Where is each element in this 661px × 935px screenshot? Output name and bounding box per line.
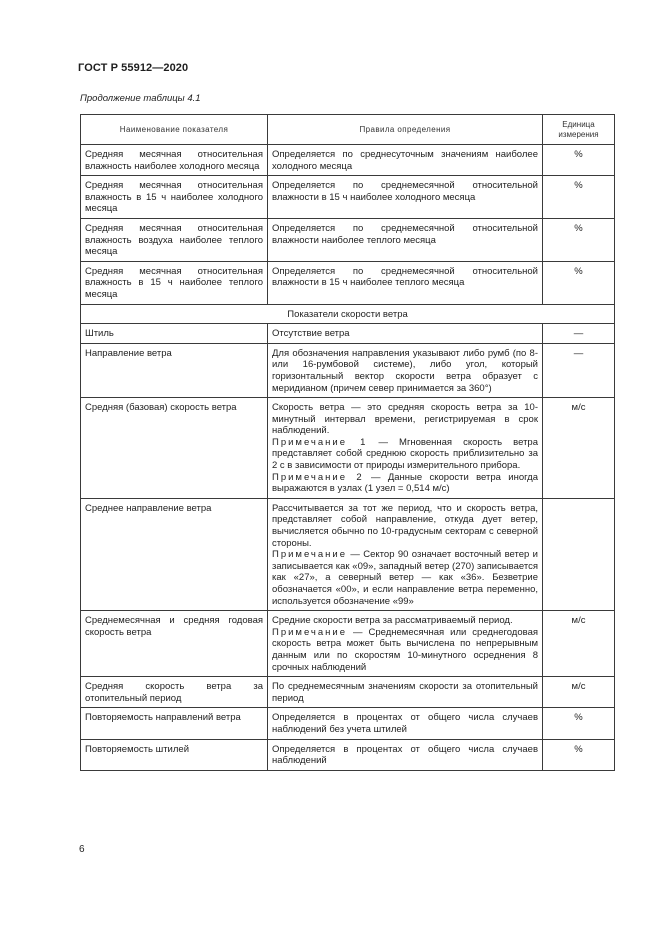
rule-text: Рассчитывается за тот же период, что и скорость ветра, представляет собой направление, откуда дует ветер, вычисляется обычно по 10-градусным секторам с северной стороны. xyxy=(272,502,538,549)
measurement-unit: % xyxy=(543,739,615,770)
determination-rule xyxy=(268,145,543,176)
note-label: Примечание xyxy=(272,626,347,638)
rule-text: Для обозначения направления указывают либо румб (по 8- или 16-румбовой системе), либо угол, который горизонтальный вектор скорости ветра образует с меридианом (причем север принимается за 360°) xyxy=(272,347,538,394)
determination-rule xyxy=(268,677,543,708)
table-row xyxy=(81,324,615,344)
page-number: 6 xyxy=(79,844,85,855)
table-row xyxy=(81,343,615,397)
table-row xyxy=(81,708,615,739)
rule-text: Определяется по среднемесячной относительной влажности в 15 ч наиболее теплого месяца xyxy=(272,265,538,289)
rule-text: Определяется по среднемесячной относительной влажности в 15 ч наиболее холодного месяца xyxy=(272,180,538,203)
determination-rule xyxy=(268,218,543,261)
table-row xyxy=(81,218,615,261)
section-title: Показатели скорости ветра xyxy=(81,304,615,324)
column-header-indicator: Наименование показателя xyxy=(81,115,268,145)
determination-rule xyxy=(268,498,543,610)
header-row xyxy=(81,115,615,145)
measurement-unit xyxy=(543,498,615,610)
determination-rule xyxy=(268,398,543,499)
indicator-name: Направление ветра xyxy=(81,343,268,397)
table-row xyxy=(81,176,615,219)
measurement-unit: % xyxy=(543,176,615,219)
column-header-unit: Единица измерения xyxy=(543,115,615,145)
measurement-unit: % xyxy=(543,708,615,739)
rule-text: Определяется по среднесуточным значениям наиболее холодного месяца xyxy=(272,149,538,172)
table-row xyxy=(81,739,615,770)
rule-text: Определяется в процентах от общего числа случаев наблюдений xyxy=(272,743,538,767)
rule-text: Скорость ветра — это средняя скорость ветра за 10-минутный интервал времени, регистрируемая в срок наблюдений. xyxy=(272,402,538,437)
determination-rule xyxy=(268,176,543,219)
note-text: — Сектор 90 означает восточный ветер и записывается как «09», западный ветер (270) записывается как «27», а северный ветер — как «36». Безветрие обозначается «00», и если направление ветра переменно, используется обозначение «99» xyxy=(272,549,538,607)
determination-rule xyxy=(268,343,543,397)
measurement-unit: — xyxy=(543,343,615,397)
indicator-name: Средняя месячная относительная влажность наиболее холодного месяца xyxy=(81,145,268,176)
table-row xyxy=(81,677,615,708)
indicator-name: Средняя месячная относительная влажность воздуха наиболее теплого месяца xyxy=(81,218,268,261)
measurement-unit: % xyxy=(543,145,615,176)
determination-rule xyxy=(268,611,543,677)
indicator-table xyxy=(80,114,615,771)
note-label: Примечание 2 xyxy=(272,471,364,483)
indicator-name: Повторяемость штилей xyxy=(81,739,268,770)
section-row xyxy=(81,304,615,324)
indicator-name: Средняя месячная относительная влажность в 15 ч наиболее холодного месяца xyxy=(81,176,268,219)
measurement-unit: — xyxy=(543,324,615,344)
standard-designation: ГОСТ Р 55912—2020 xyxy=(78,62,189,74)
table-row xyxy=(81,611,615,677)
note-text: — Данные скорости ветра иногда выражаются в узлах (1 узел = 0,514 м/с) xyxy=(272,471,538,495)
note xyxy=(272,437,538,472)
rule-text: Определяется по среднемесячной относительной влажности наиболее теплого месяца xyxy=(272,222,538,246)
measurement-unit: м/с xyxy=(543,677,615,708)
determination-rule xyxy=(268,708,543,739)
rule-text: Отсутствие ветра xyxy=(272,328,350,340)
measurement-unit: м/с xyxy=(543,611,615,677)
note xyxy=(272,627,538,673)
table-row xyxy=(81,145,615,176)
column-header-rules: Правила определения xyxy=(268,115,543,145)
indicator-name: Штиль xyxy=(81,324,268,344)
measurement-unit: % xyxy=(543,218,615,261)
table-header xyxy=(81,115,615,145)
indicator-name: Средняя скорость ветра за отопительный период xyxy=(81,677,268,708)
note-text: — Среднемесячная или среднегодовая скорость ветра может быть вычислена по непрерывным данным или по скоростям 10-минутного осреднения 8 срочных наблюдений xyxy=(272,626,538,673)
table-row xyxy=(81,498,615,610)
note xyxy=(272,472,538,495)
indicator-name: Среднемесячная и средняя годовая скорость ветра xyxy=(81,611,268,677)
note-text: — Мгновенная скорость ветра представляет собой среднюю скорость приблизительно за 2 с в зависимости от природы измерительного прибора. xyxy=(272,436,538,472)
indicator-name: Средняя месячная относительная влажность в 15 ч наиболее теплого месяца xyxy=(81,261,268,304)
note-label: Примечание xyxy=(272,549,347,561)
note-label: Примечание 1 xyxy=(272,436,368,448)
table-row xyxy=(81,398,615,499)
indicator-name: Повторяемость направлений ветра xyxy=(81,708,268,739)
measurement-unit: % xyxy=(543,261,615,304)
determination-rule xyxy=(268,739,543,770)
note xyxy=(272,549,538,607)
table-body xyxy=(81,145,615,771)
rule-text: По среднемесячным значениям скорости за отопительный период xyxy=(272,681,538,704)
indicator-name: Средняя (базовая) скорость ветра xyxy=(81,398,268,499)
indicator-name: Среднее направление ветра xyxy=(81,498,268,610)
table-row xyxy=(81,261,615,304)
measurement-unit: м/с xyxy=(543,398,615,499)
table-continuation-caption: Продолжение таблицы 4.1 xyxy=(80,93,201,104)
rule-text: Определяется в процентах от общего числа случаев наблюдений без учета штилей xyxy=(272,712,538,735)
determination-rule xyxy=(268,324,543,344)
rule-text: Средние скорости ветра за рассматриваемый период. xyxy=(272,615,513,627)
determination-rule xyxy=(268,261,543,304)
